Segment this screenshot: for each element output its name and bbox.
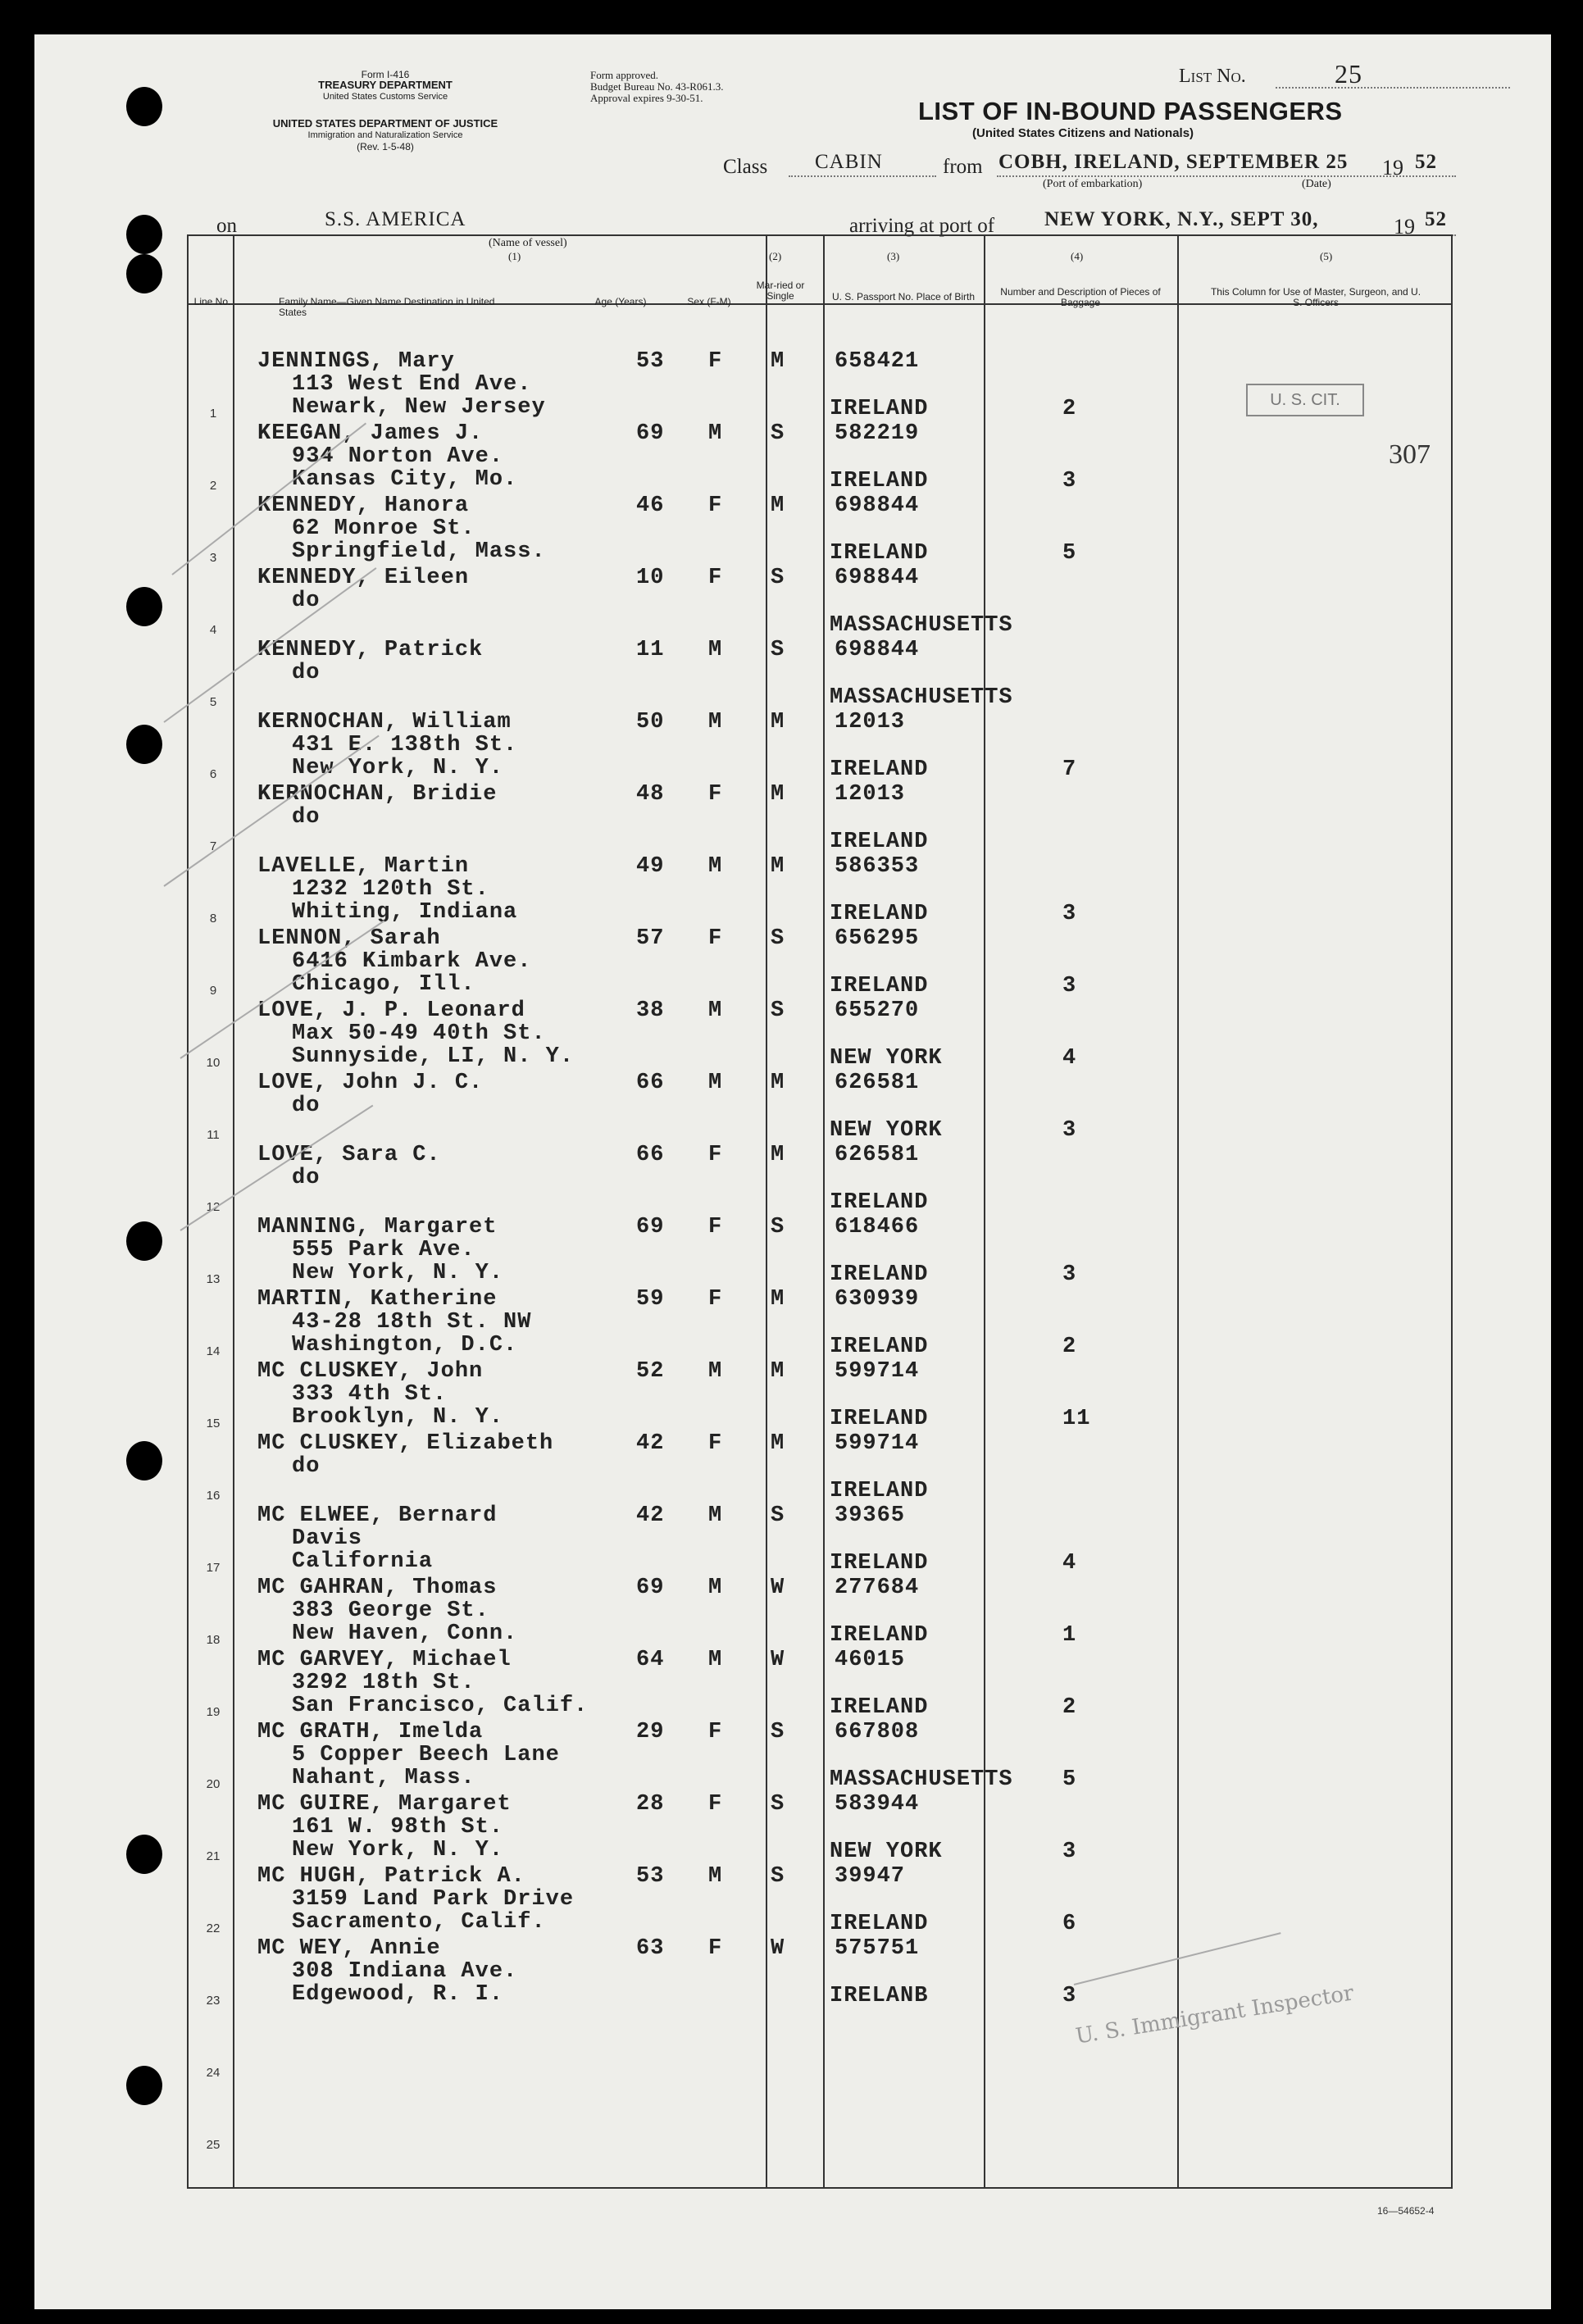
place-of-birth: IRELAND [830, 1551, 929, 1576]
line-number: 11 [207, 1128, 220, 1142]
passenger-age: 42 [636, 1431, 665, 1456]
list-no-value: 25 [1335, 59, 1362, 89]
passenger-sex: M [708, 1503, 723, 1528]
line-number: 19 [206, 1705, 221, 1719]
place-of-birth: MASSACHUSETTS [830, 613, 1013, 638]
passenger-name: LAVELLE, Martin [257, 854, 470, 879]
place-of-birth: IRELAND [830, 469, 929, 493]
passenger-name: KENNEDY, Patrick [257, 638, 484, 662]
place-of-birth: IRELAND [830, 1335, 929, 1359]
passenger-sex: F [708, 1720, 723, 1744]
passenger-age: 28 [636, 1792, 665, 1817]
passenger-age: 11 [636, 638, 665, 662]
destination-line-1: 6416 Kimbark Ave. [292, 949, 532, 974]
justice-dept: UNITED STATES DEPARTMENT OF JUSTICE [272, 117, 498, 130]
destination-line-2: New York, N. Y. [292, 1838, 504, 1862]
destination-line-1: do [292, 805, 321, 830]
passenger-sex: M [708, 421, 723, 446]
binder-hole-icon [126, 1441, 162, 1480]
pencil-number: 307 [1389, 439, 1431, 470]
destination-line-1: 62 Monroe St. [292, 516, 475, 541]
baggage-count: 6 [1062, 1912, 1077, 1936]
passenger-sex: M [708, 638, 723, 662]
marital-status: S [771, 926, 785, 951]
place-of-birth: NEW YORK [830, 1118, 943, 1143]
passport-number: 655270 [835, 998, 920, 1023]
destination-line-1: do [292, 1166, 321, 1190]
place-of-birth: IRELAND [830, 1479, 929, 1503]
line-number: 24 [206, 2066, 221, 2080]
from-value: COBH, IRELAND, SEPTEMBER 25 [998, 151, 1349, 173]
line-number: 10 [206, 1056, 221, 1070]
passenger-age: 52 [636, 1359, 665, 1384]
passenger-age: 66 [636, 1143, 665, 1167]
marital-status: S [771, 638, 785, 662]
passenger-sex: F [708, 493, 723, 518]
marital-status: W [771, 1936, 785, 1961]
line-number: 13 [206, 1272, 221, 1286]
passenger-sex: M [708, 1071, 723, 1095]
place-of-birth: IRELAND [830, 397, 929, 421]
passenger-name: MC CLUSKEY, John [257, 1359, 484, 1384]
destination-line-2: New Haven, Conn. [292, 1621, 518, 1646]
passenger-sex: M [708, 1359, 723, 1384]
passenger-age: 63 [636, 1936, 665, 1961]
destination-line-1: 934 Norton Ave. [292, 444, 504, 469]
passenger-sex: F [708, 1936, 723, 1961]
destination-line-2: San Francisco, Calif. [292, 1694, 589, 1718]
destination-line-2: Springfield, Mass. [292, 539, 546, 564]
passport-number: 39365 [835, 1503, 906, 1528]
line-number: 23 [206, 1994, 221, 2008]
marital-status: M [771, 493, 785, 518]
col-header-officers: This Column for Use of Master, Surgeon, and U. S. Officers [1210, 286, 1422, 308]
line-number: 7 [209, 839, 217, 853]
destination-line-1: Max 50-49 40th St. [292, 1021, 546, 1046]
approval-line-2: Budget Bureau No. 43-R061.3. [590, 80, 724, 93]
passenger-sex: F [708, 1287, 723, 1312]
marital-status: S [771, 998, 785, 1023]
col-marker-5: (5) [1320, 250, 1333, 262]
line-number: 4 [209, 623, 217, 637]
passport-number: 12013 [835, 710, 906, 734]
list-no-label: List No. [1179, 66, 1246, 87]
binder-hole-icon [126, 2066, 162, 2105]
passport-number: 626581 [835, 1071, 920, 1095]
destination-line-1: 383 George St. [292, 1599, 489, 1623]
passport-number: 626581 [835, 1143, 920, 1167]
binder-hole-icon [126, 1835, 162, 1874]
passport-number: 586353 [835, 854, 920, 879]
list-no-dots [1276, 87, 1510, 89]
baggage-count: 2 [1062, 1335, 1077, 1359]
baggage-count: 3 [1062, 1840, 1077, 1864]
line-number: 17 [206, 1561, 221, 1575]
line-number: 1 [209, 407, 217, 421]
baggage-count: 11 [1062, 1407, 1091, 1431]
destination-line-1: do [292, 1454, 321, 1479]
line-number: 22 [206, 1922, 221, 1935]
destination-line-1: do [292, 589, 321, 613]
destination-line-2: Sunnyside, LI, N. Y. [292, 1044, 575, 1069]
place-of-birth: MASSACHUSETTS [830, 685, 1013, 710]
destination-line-1: Davis [292, 1526, 363, 1551]
passenger-age: 69 [636, 421, 665, 446]
col-header-sex: Sex (F-M) [687, 296, 731, 307]
line-number: 14 [206, 1344, 221, 1358]
passenger-age: 46 [636, 493, 665, 518]
passenger-age: 69 [636, 1576, 665, 1600]
line-number: 21 [206, 1849, 221, 1863]
marital-status: S [771, 566, 785, 590]
binder-hole-icon [126, 254, 162, 293]
passenger-name: MC ELWEE, Bernard [257, 1503, 498, 1528]
line-number: 8 [209, 912, 217, 926]
place-of-birth: IRELAND [830, 1695, 929, 1720]
destination-line-1: 161 W. 98th St. [292, 1815, 504, 1840]
place-of-birth: IRELAND [830, 1407, 929, 1431]
passenger-age: 49 [636, 854, 665, 879]
passenger-age: 69 [636, 1215, 665, 1239]
passenger-name: LOVE, John J. C. [257, 1071, 484, 1095]
place-of-birth: IRELANB [830, 1984, 929, 2008]
destination-line-1: 113 West End Ave. [292, 372, 532, 397]
baggage-count: 5 [1062, 541, 1077, 566]
marital-status: S [771, 1215, 785, 1239]
col-rule [823, 234, 825, 2187]
line-number: 18 [206, 1633, 221, 1647]
place-of-birth: IRELAND [830, 1912, 929, 1936]
passport-number: 599714 [835, 1359, 920, 1384]
passenger-age: 53 [636, 1864, 665, 1889]
passenger-name: LOVE, J. P. Leonard [257, 998, 525, 1023]
destination-line-2: California [292, 1549, 434, 1574]
vessel-label: (Name of vessel) [489, 237, 567, 249]
line-number: 20 [206, 1777, 221, 1791]
baggage-count: 4 [1062, 1046, 1077, 1071]
on-label: on [216, 215, 237, 237]
us-citizen-stamp: U. S. CIT. [1246, 384, 1364, 416]
form-subtitle: (United States Citizens and Nationals) [972, 126, 1194, 140]
place-of-birth: NEW YORK [830, 1046, 943, 1071]
revision: (Rev. 1-5-48) [357, 141, 414, 152]
passenger-sex: F [708, 349, 723, 374]
baggage-count: 3 [1062, 469, 1077, 493]
passport-number: 618466 [835, 1215, 920, 1239]
passport-number: 658421 [835, 349, 920, 374]
place-of-birth: IRELAND [830, 1190, 929, 1215]
passenger-name: KEEGAN, James J. [257, 421, 484, 446]
marital-status: M [771, 710, 785, 734]
class-value: CABIN [815, 151, 883, 173]
approval-line-3: Approval expires 9-30-51. [590, 92, 703, 104]
passenger-sex: F [708, 566, 723, 590]
passenger-sex: M [708, 710, 723, 734]
col-header-married: Mar-ried or Single [756, 280, 805, 302]
passenger-age: 53 [636, 349, 665, 374]
col-marker-4: (4) [1071, 250, 1084, 262]
port-embark-label: (Port of embarkation) [1043, 178, 1143, 190]
baggage-count: 5 [1062, 1767, 1077, 1792]
baggage-count: 3 [1062, 974, 1077, 998]
line-number: 25 [206, 2138, 221, 2152]
from-label: from [943, 156, 983, 178]
passenger-sex: F [708, 1215, 723, 1239]
destination-line-1: 3292 18th St. [292, 1671, 475, 1695]
passport-number: 583944 [835, 1792, 920, 1817]
passenger-sex: M [708, 1648, 723, 1672]
col-header-baggage: Number and Description of Pieces of Baggage [1000, 286, 1161, 308]
passenger-name: MC GUIRE, Margaret [257, 1792, 512, 1817]
destination-line-1: 333 4th St. [292, 1382, 448, 1407]
place-of-birth: IRELAND [830, 902, 929, 926]
line-number: 15 [206, 1417, 221, 1430]
baggage-count: 3 [1062, 1118, 1077, 1143]
passenger-name: KERNOCHAN, Bridie [257, 782, 498, 807]
treasury-dept: TREASURY DEPARTMENT [318, 79, 453, 91]
passenger-sex: F [708, 1792, 723, 1817]
passenger-name: MC CLUSKEY, Elizabeth [257, 1431, 554, 1456]
destination-line-2: Sacramento, Calif. [292, 1910, 546, 1935]
passport-number: 582219 [835, 421, 920, 446]
col-rule [1177, 234, 1179, 2187]
marital-status: M [771, 782, 785, 807]
passenger-sex: M [708, 998, 723, 1023]
passenger-age: 48 [636, 782, 665, 807]
line-number: 2 [209, 479, 217, 493]
passenger-name: MARTIN, Katherine [257, 1287, 498, 1312]
line-number: 5 [209, 695, 217, 709]
form-number: Form I-416 [361, 69, 410, 80]
passenger-name: MC GARVEY, Michael [257, 1648, 512, 1672]
passenger-name: MC WEY, Annie [257, 1936, 441, 1961]
place-of-birth: IRELAND [830, 541, 929, 566]
marital-status: M [771, 1071, 785, 1095]
passenger-sex: F [708, 782, 723, 807]
arrival-year-prefix: 19 [1394, 215, 1415, 239]
passenger-sex: F [708, 926, 723, 951]
marital-status: S [771, 1720, 785, 1744]
ins-service: Immigration and Naturalization Service [307, 130, 463, 140]
inspector-stamp: U. S. Immigrant Inspector [1074, 1981, 1356, 2049]
from-year: 52 [1415, 151, 1437, 173]
col-header-age: Age (Years) [594, 296, 647, 307]
passenger-name: JENNINGS, Mary [257, 349, 455, 374]
passport-number: 667808 [835, 1720, 920, 1744]
destination-line-1: do [292, 661, 321, 685]
col-marker-1: (1) [508, 250, 521, 262]
destination-line-2: Washington, D.C. [292, 1333, 518, 1358]
marital-status: M [771, 1143, 785, 1167]
destination-line-1: 5 Copper Beech Lane [292, 1743, 560, 1767]
passenger-sex: F [708, 1143, 723, 1167]
arrival-year: 52 [1425, 208, 1447, 230]
col-marker-3: (3) [887, 250, 900, 262]
class-dots [789, 175, 936, 177]
class-label: Class [723, 156, 768, 178]
passport-number: 277684 [835, 1576, 920, 1600]
col-marker-2: (2) [769, 250, 782, 262]
passport-number: 12013 [835, 782, 906, 807]
passenger-age: 59 [636, 1287, 665, 1312]
col-header-line-no: Line No. [193, 296, 231, 307]
passenger-age: 42 [636, 1503, 665, 1528]
col-header-passport: U. S. Passport No. Place of Birth [831, 291, 976, 302]
place-of-birth: IRELAND [830, 1623, 929, 1648]
binder-hole-icon [126, 1221, 162, 1261]
marital-status: M [771, 1287, 785, 1312]
destination-line-2: Chicago, Ill. [292, 972, 475, 997]
line-number: 16 [206, 1489, 221, 1503]
place-of-birth: NEW YORK [830, 1840, 943, 1864]
passenger-name: KERNOCHAN, William [257, 710, 512, 734]
baggage-count: 1 [1062, 1623, 1077, 1648]
passport-number: 39947 [835, 1864, 906, 1889]
baggage-count: 4 [1062, 1551, 1077, 1576]
form-title: LIST OF IN-BOUND PASSENGERS [918, 97, 1343, 125]
passenger-sex: M [708, 1864, 723, 1889]
passenger-name: LOVE, Sara C. [257, 1143, 441, 1167]
place-of-birth: IRELAND [830, 757, 929, 782]
marital-status: M [771, 1359, 785, 1384]
bottom-form-code: 16—54652-4 [1377, 2205, 1435, 2217]
place-of-birth: IRELAND [830, 974, 929, 998]
marital-status: W [771, 1648, 785, 1672]
col-header-name: Family Name—Given Name Destination in United States [279, 296, 495, 318]
line-number: 9 [209, 984, 217, 998]
passenger-age: 29 [636, 1720, 665, 1744]
passenger-age: 66 [636, 1071, 665, 1095]
marital-status: M [771, 349, 785, 374]
passport-number: 46015 [835, 1648, 906, 1672]
marital-status: S [771, 1864, 785, 1889]
arrival-value: NEW YORK, N.Y., SEPT 30, [1044, 208, 1319, 230]
baggage-count: 3 [1062, 902, 1077, 926]
passenger-name: MC GRATH, Imelda [257, 1720, 484, 1744]
passenger-name: MANNING, Margaret [257, 1215, 498, 1239]
place-of-birth: IRELAND [830, 830, 929, 854]
binder-hole-icon [126, 215, 162, 254]
passport-number: 575751 [835, 1936, 920, 1961]
marital-status: M [771, 854, 785, 879]
destination-line-1: 1232 120th St. [292, 877, 489, 902]
passenger-name: MC HUGH, Patrick A. [257, 1864, 525, 1889]
passenger-age: 10 [636, 566, 665, 590]
passport-number: 630939 [835, 1287, 920, 1312]
destination-line-1: 431 E. 138th St. [292, 733, 518, 757]
passenger-sex: F [708, 1431, 723, 1456]
baggage-count: 7 [1062, 757, 1077, 782]
passport-number: 656295 [835, 926, 920, 951]
arriving-label: arriving at port of [849, 215, 995, 237]
destination-line-2: Whiting, Indiana [292, 900, 518, 925]
marital-status: S [771, 421, 785, 446]
line-number: 6 [209, 767, 217, 781]
from-year-prefix: 19 [1382, 156, 1403, 180]
place-of-birth: MASSACHUSETTS [830, 1767, 1013, 1792]
passport-number: 698844 [835, 638, 920, 662]
marital-status: M [771, 1431, 785, 1456]
passenger-age: 50 [636, 710, 665, 734]
passenger-age: 64 [636, 1648, 665, 1672]
baggage-count: 2 [1062, 397, 1077, 421]
baggage-count: 2 [1062, 1695, 1077, 1720]
line-number: 12 [206, 1200, 221, 1214]
passenger-age: 38 [636, 998, 665, 1023]
destination-line-1: 555 Park Ave. [292, 1238, 475, 1262]
vessel-name: S.S. AMERICA [325, 208, 466, 230]
destination-line-2: Kansas City, Mo. [292, 467, 518, 492]
destination-line-2: Newark, New Jersey [292, 395, 546, 420]
destination-line-2: New York, N. Y. [292, 756, 504, 780]
approval-line-1: Form approved. [590, 69, 659, 81]
baggage-count: 3 [1062, 1262, 1077, 1287]
passenger-age: 57 [636, 926, 665, 951]
passenger-name: KENNEDY, Hanora [257, 493, 470, 518]
destination-line-1: 308 Indiana Ave. [292, 1959, 518, 1984]
destination-line-1: 3159 Land Park Drive [292, 1887, 575, 1912]
customs-service: United States Customs Service [322, 92, 448, 102]
destination-line-1: 43-28 18th St. NW [292, 1310, 532, 1335]
passport-number: 698844 [835, 566, 920, 590]
destination-line-2: Nahant, Mass. [292, 1766, 475, 1790]
marital-status: S [771, 1792, 785, 1817]
date-label: (Date) [1302, 178, 1331, 190]
binder-hole-icon [126, 725, 162, 764]
binder-hole-icon [126, 87, 162, 126]
destination-line-1: do [292, 1094, 321, 1118]
marital-status: W [771, 1576, 785, 1600]
destination-line-2: Brooklyn, N. Y. [292, 1405, 504, 1430]
col-rule [766, 234, 767, 2187]
baggage-count: 3 [1062, 1984, 1077, 2008]
destination-line-2: Edgewood, R. I. [292, 1982, 504, 2007]
marital-status: S [771, 1503, 785, 1528]
passport-number: 599714 [835, 1431, 920, 1456]
line-number: 3 [209, 551, 217, 565]
binder-hole-icon [126, 587, 162, 626]
passenger-name: KENNEDY, Eileen [257, 566, 470, 590]
passenger-sex: M [708, 854, 723, 879]
passenger-sex: M [708, 1576, 723, 1600]
place-of-birth: IRELAND [830, 1262, 929, 1287]
passport-number: 698844 [835, 493, 920, 518]
destination-line-2: New York, N. Y. [292, 1261, 504, 1285]
passenger-name: MC GAHRAN, Thomas [257, 1576, 498, 1600]
col-rule [984, 234, 985, 2187]
passenger-name: LENNON, Sarah [257, 926, 441, 951]
